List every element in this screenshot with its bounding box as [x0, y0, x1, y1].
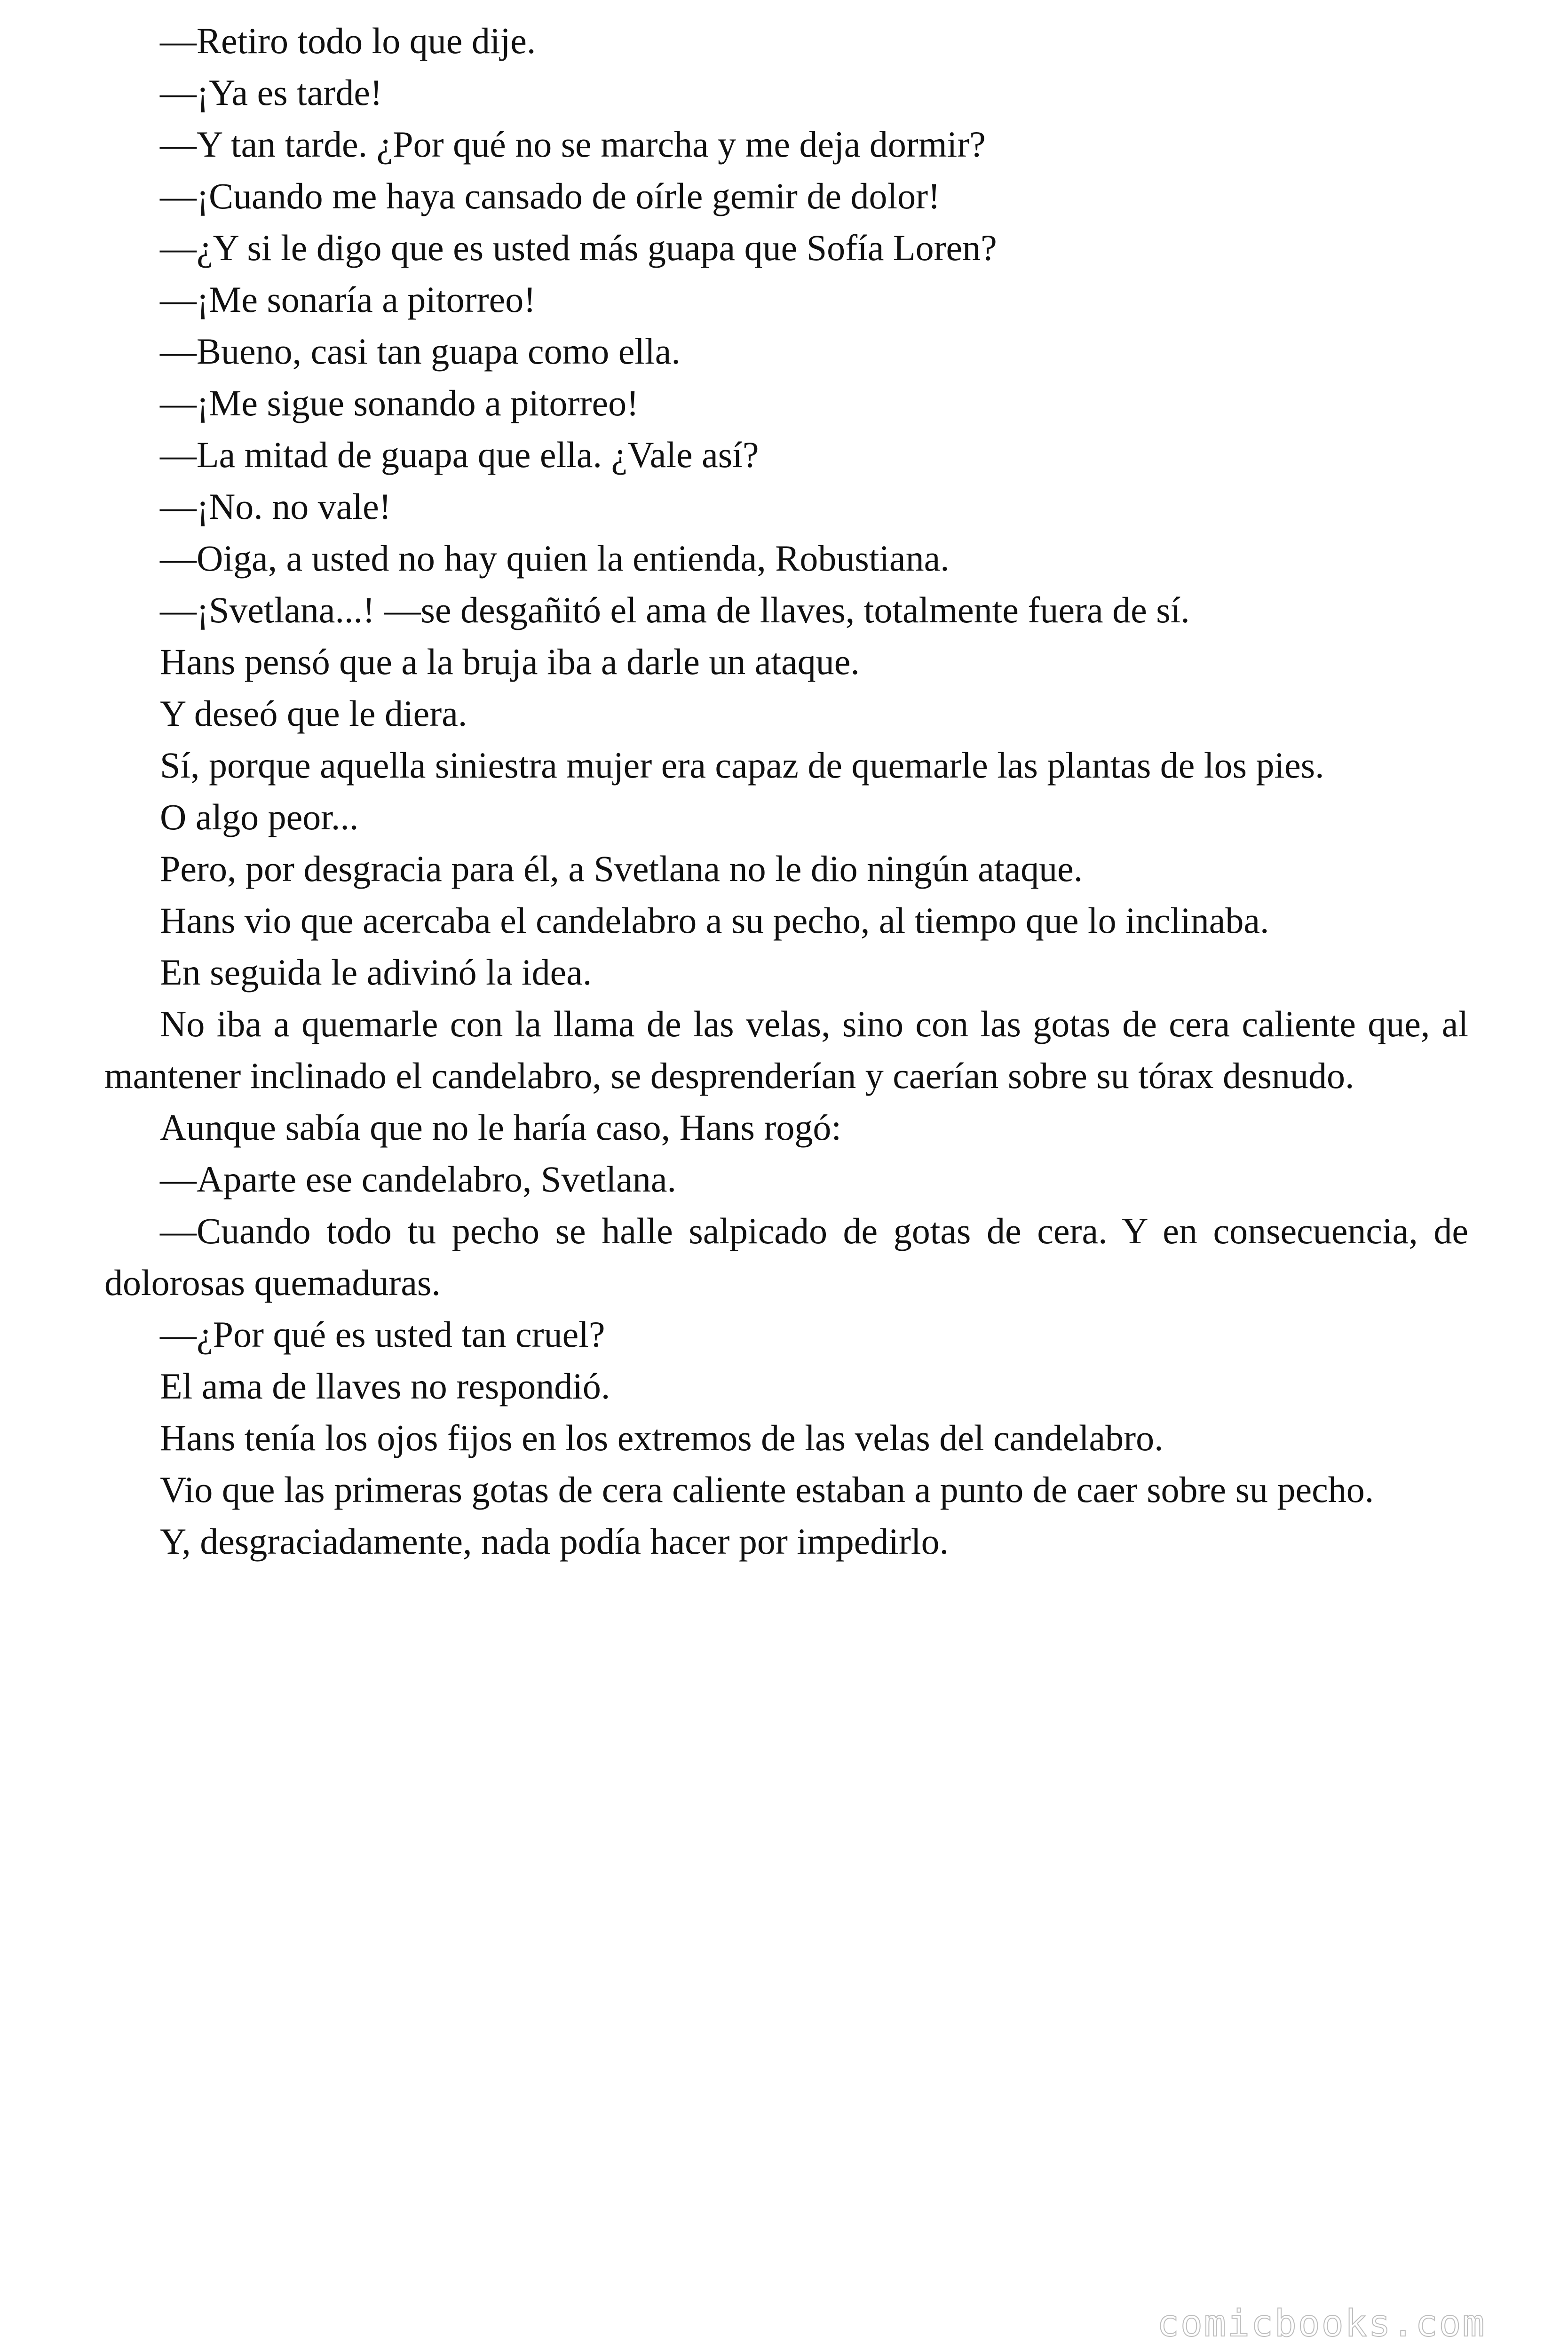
paragraph: —Aparte ese candelabro, Svetlana.	[160, 1159, 677, 1200]
paragraph: O algo peor...	[160, 796, 359, 837]
paragraph: —¡No. no vale!	[160, 486, 391, 527]
paragraph: En seguida le adivinó la idea.	[160, 952, 592, 993]
paragraph: —Oiga, a usted no hay quien la entienda, Robustiana.	[160, 538, 950, 579]
paragraph: Y, desgraciadamente, nada podía hacer por impedirlo.	[160, 1521, 949, 1562]
paragraph: —¡Svetlana...! —se desgañitó el ama de llaves, totalmente fuera de sí.	[160, 589, 1190, 630]
paragraph: —¡Ya es tarde!	[160, 72, 382, 113]
watermark: comicbooks.com	[1157, 2303, 1486, 2345]
paragraph: —La mitad de guapa que ella. ¿Vale así?	[160, 434, 759, 475]
paragraph: Y deseó que le diera.	[160, 693, 467, 734]
paragraph: —¿Por qué es usted tan cruel?	[160, 1314, 605, 1355]
paragraph: —¡Me sigue sonando a pitorreo!	[160, 382, 639, 423]
paragraph: No iba a quemarle con la llama de las velas, sino con las gotas de cera caliente que, al mantener inclinado el candelabro, se desprenderían y caerían sobre su tórax desnudo.	[104, 1003, 1468, 1096]
paragraph: —Cuando todo tu pecho se halle salpicado de gotas de cera. Y en consecuencia, de dolorosas quemaduras.	[104, 1210, 1468, 1303]
paragraph: —Bueno, casi tan guapa como ella.	[160, 331, 681, 372]
paragraph: —¡Cuando me haya cansado de oírle gemir de dolor!	[160, 175, 941, 216]
paragraph: El ama de llaves no respondió.	[160, 1366, 610, 1406]
paragraph: —Y tan tarde. ¿Por qué no se marcha y me deja dormir?	[160, 124, 986, 165]
paragraph: Sí, porque aquella siniestra mujer era capaz de quemarle las plantas de los pies.	[160, 745, 1324, 786]
paragraph: Pero, por desgracia para él, a Svetlana no le dio ningún ataque.	[160, 848, 1083, 889]
paragraph: Hans tenía los ojos fijos en los extremos de las velas del candelabro.	[160, 1417, 1164, 1458]
paragraph: Hans pensó que a la bruja iba a darle un ataque.	[160, 641, 860, 682]
paragraph: —¡Me sonaría a pitorreo!	[160, 279, 536, 320]
paragraph: Aunque sabía que no le haría caso, Hans rogó:	[160, 1107, 842, 1148]
paragraph: —Retiro todo lo que dije.	[160, 20, 536, 61]
paragraph: Hans vio que acercaba el candelabro a su pecho, al tiempo que lo inclinaba.	[160, 900, 1269, 941]
book-page-text	[104, 15, 1468, 1567]
paragraph: Vio que las primeras gotas de cera caliente estaban a punto de caer sobre su pecho.	[160, 1469, 1374, 1510]
paragraph: —¿Y si le digo que es usted más guapa que Sofía Loren?	[160, 227, 997, 268]
